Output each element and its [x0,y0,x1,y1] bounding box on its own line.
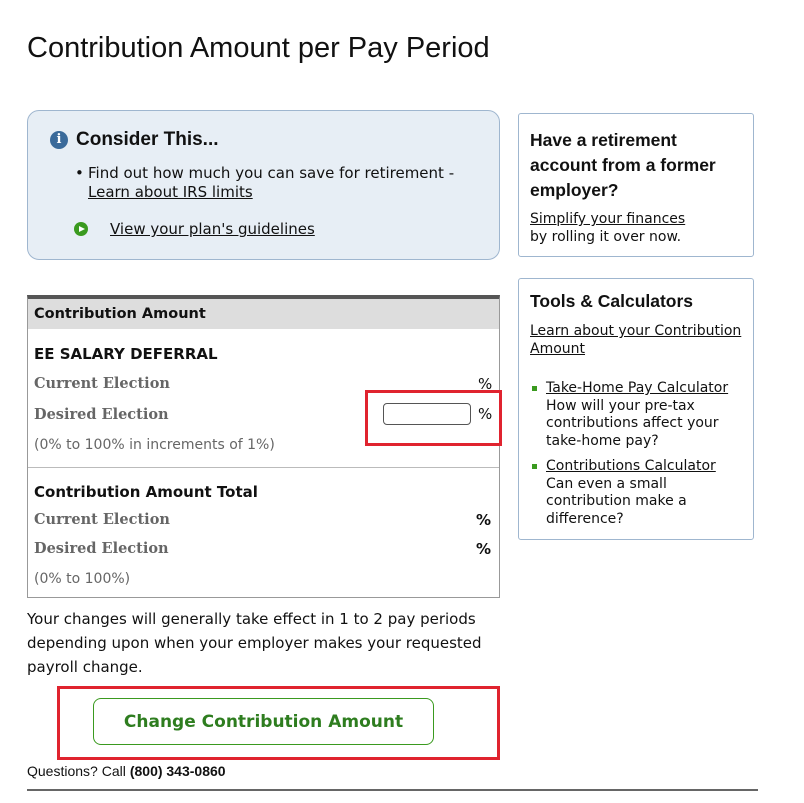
tools-heading: Tools & Calculators [530,291,694,311]
deferral-desired-label: Desired Election [34,406,169,423]
deferral-current-label: Current Election [34,375,170,392]
contributions-calculator-link[interactable]: Contributions Calculator [546,458,716,474]
guidelines-row [74,220,315,238]
tools-intro [530,322,752,358]
simplify-finances-link[interactable]: Simplify your finances [530,211,686,227]
total-current-unit: % [476,511,492,529]
rollover-heading: Have a retirement account from a former employer? [530,130,716,200]
rollover-text: by rolling it over now. [530,229,682,245]
plan-guidelines-link[interactable]: View your plan's guidelines [110,220,315,238]
effect-text: Your changes will generally take effect in 1 to 2 pay periods depending upon when your employer makes your requested payroll change. [27,610,482,676]
irs-limits-link[interactable]: Learn about IRS limits [88,183,253,201]
total-desired-label: Desired Election [34,540,169,557]
total-desired-unit: % [476,540,492,558]
deferral-desired-unit: % [478,405,493,423]
consider-panel [27,110,500,260]
page-title: Contribution Amount per Pay Period [27,32,490,64]
tool-desc: Can even a small contribution make a difference? [546,475,687,527]
tools-panel [518,278,754,540]
consider-heading [50,129,219,151]
change-contribution-button[interactable]: Change Contribution Amount [93,698,434,745]
consider-heading-text: Consider This... [76,129,219,150]
phone-number: (800) 343-0860 [129,763,226,779]
take-home-calculator-link[interactable]: Take-Home Pay Calculator [546,380,729,396]
rollover-body [530,210,750,246]
section-divider [28,467,499,468]
total-current-label: Current Election [34,511,170,528]
bullet-square-icon [532,464,537,469]
play-icon [74,222,88,236]
questions-line [27,763,226,779]
deferral-note: (0% to 100% in increments of 1%) [34,437,275,453]
consider-bullet-text: Find out how much you can save for retirement - [88,164,455,182]
questions-label: Questions? Call [27,763,126,779]
consider-bullet: • Find out how much you can save for retirement - Learn about IRS limits [75,164,455,201]
learn-contribution-link[interactable]: Learn about your Contribution Amount [530,323,742,357]
total-title: Contribution Amount Total [34,483,258,501]
tool-item-contributions [532,458,747,528]
tool-item-take-home [532,380,747,450]
info-icon: i [50,131,68,149]
deferral-title: EE SALARY DEFERRAL [34,345,218,363]
contribution-table-header: Contribution Amount [28,299,499,329]
tool-desc: How will your pre-tax contributions affect your take-home pay? [546,397,719,449]
deferral-current-unit: % [478,375,493,393]
rollover-panel [518,113,754,257]
bullet-square-icon [532,386,537,391]
highlight-box-input [365,390,502,446]
total-note: (0% to 100%) [34,571,131,587]
contribution-table [27,295,500,598]
footer-divider [27,789,758,791]
